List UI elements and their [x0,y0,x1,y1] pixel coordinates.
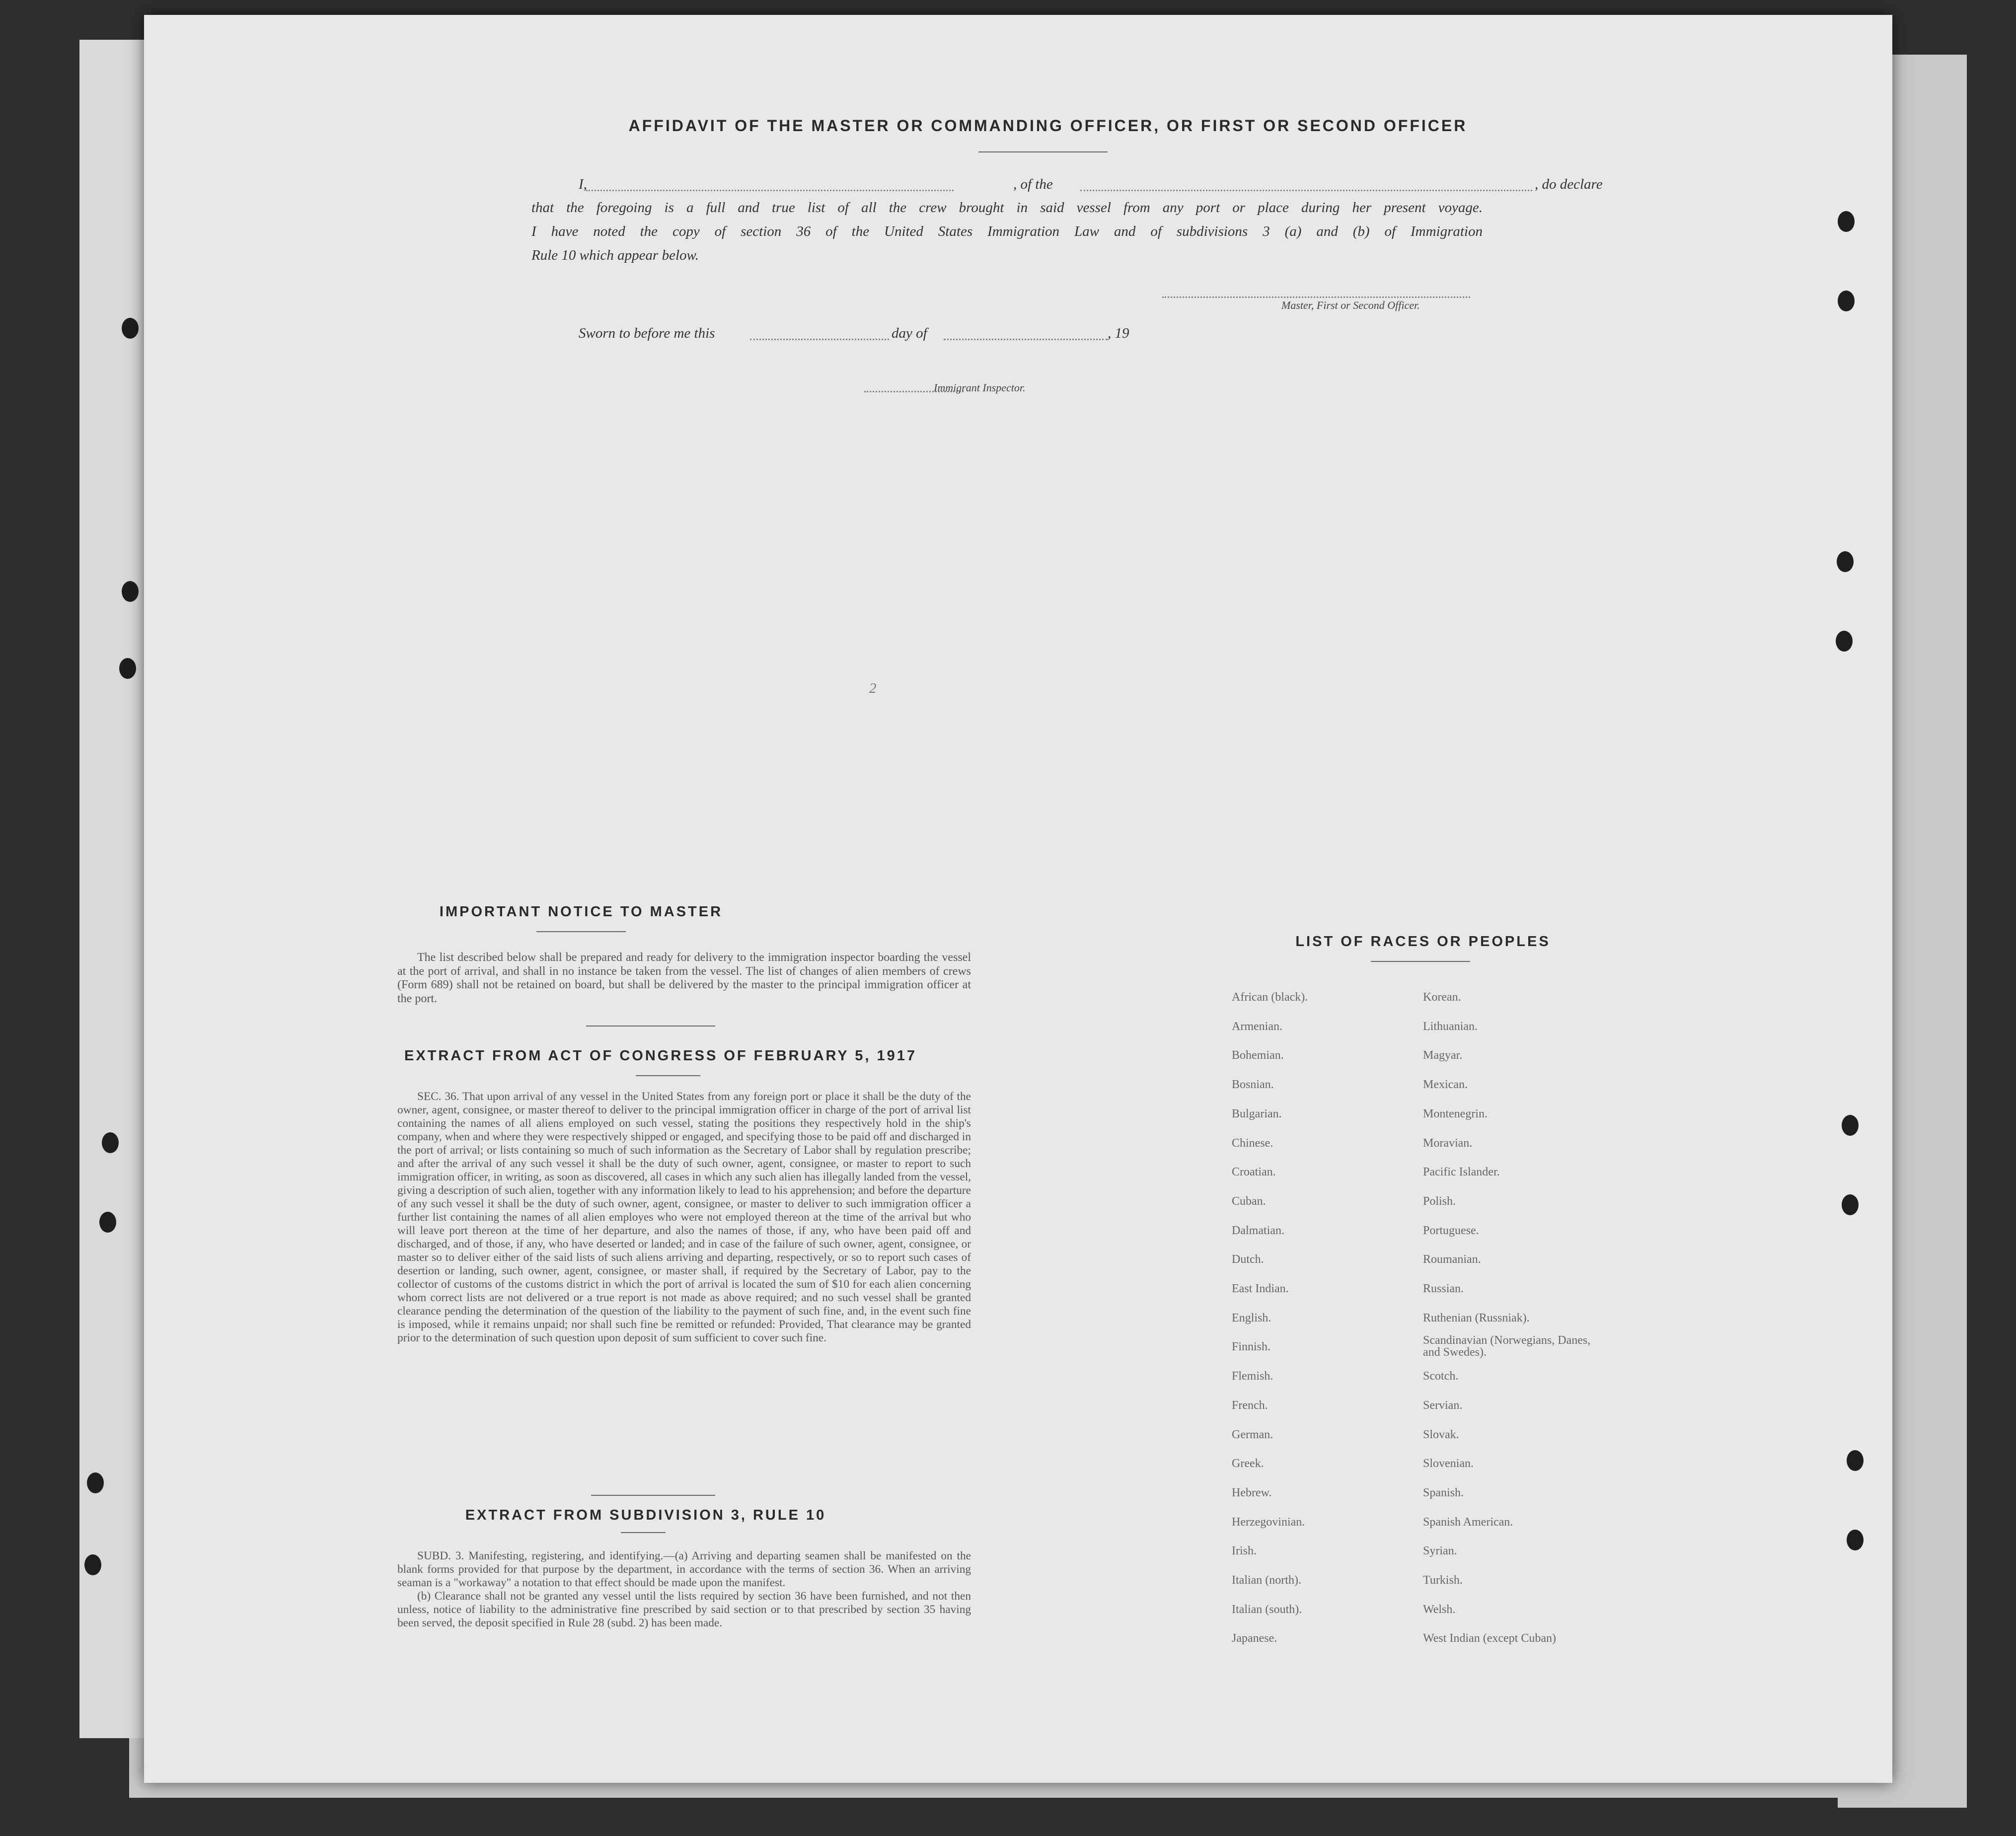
name-blank [586,189,954,191]
affidavit-line2: that the foregoing is a full and true list of all the crew brought in said vessel from any port or place during her present voyage. [531,200,1483,216]
race-item: Greek. [1232,1457,1264,1470]
race-item: Japanese. [1232,1632,1277,1645]
day-blank [750,338,889,340]
punch-hole [1842,1194,1859,1215]
month-blank [944,338,1108,340]
document-page [144,15,1892,1783]
race-item: Scandinavian (Norwegians, Danes, and Swedes). [1423,1334,1591,1359]
race-item: German. [1232,1428,1273,1441]
day-of-label: day of [892,325,927,341]
punch-hole [1838,211,1855,232]
punch-hole [122,318,139,339]
races-left-column [1232,991,1420,1686]
race-item: Scotch. [1423,1370,1459,1383]
affidavit-i: I, [579,176,587,192]
punch-hole [119,658,136,679]
race-item: Servian. [1423,1398,1463,1412]
notice-rule [536,931,626,932]
punch-hole [1847,1450,1864,1471]
race-item: Herzegovinian. [1232,1515,1305,1529]
punch-hole [99,1212,116,1233]
race-item: Pacific Islander. [1423,1166,1500,1179]
race-item: Hebrew. [1232,1486,1272,1499]
race-item: Bosnian. [1232,1078,1274,1092]
punch-hole [87,1472,104,1493]
rule-para-b: (b) Clearance shall not be granted any vessel until the lists required by section 36 have been furnished, and not then unless, notice of liability to the administrative fine prescribed by said section or to that prescribed by section 35 having been served, the deposit specified in Rule 28 (subd. 2) has been made. [397,1590,971,1629]
punch-hole [1838,291,1855,311]
race-item: Mexican. [1423,1078,1468,1092]
race-item: Italian (north). [1232,1574,1301,1587]
race-item: French. [1232,1398,1268,1412]
punch-hole [1837,551,1854,572]
rule-rule [621,1532,666,1533]
punch-hole [102,1132,119,1153]
punch-hole [1847,1530,1864,1550]
race-item: Russian. [1423,1282,1464,1295]
title-rule [978,151,1108,152]
races-rule [1371,961,1470,962]
race-item: Bohemian. [1232,1049,1284,1062]
affidavit-title: AFFIDAVIT OF THE MASTER OR COMMANDING OFFICER, OR FIRST OR SECOND OFFICER [628,117,1468,135]
race-item: Lithuanian. [1423,1020,1478,1033]
affidavit-of-the: , of the [1013,176,1053,192]
race-item: Spanish. [1423,1486,1464,1499]
punch-hole [1842,1115,1859,1136]
race-item: Roumanian. [1423,1253,1481,1266]
race-item: Croatian. [1232,1166,1276,1179]
race-item: Italian (south). [1232,1603,1302,1616]
act-text: SEC. 36. That upon arrival of any vessel in the United States from any foreign port or place it shall be the duty of the owner, agent, consignee, or master thereof to deliver to the principal immigration officer in charge of the port of arrival list containing the names of all aliens employed on such vessel, stating the positions they respectively hold in the ship's company, when and where they were respectively shipped or engaged, and specifying those to be paid off and discharged in the port of arrival; or lists containing so much of such information as the Secretary of Labor shall by regulation prescribe; and after the arrival of any such vessel it shall be the duty of such owner, agent, consignee, or master to report to such immigration officer, in writing, as soon as discovered, all cases in which any such alien has illegally landed from the vessel, giving a description of such alien, together with any information likely to lead to his apprehension; and before the departure of any such vessel it shall be the duty of such owner, agent, consignee, or master to deliver to such immigration officer a further list containing the names of all alien employes who were not employed thereon at the time of the arrival but who will leave port thereon at the time of her departure, and also the names of those, if any, who have been paid off and discharged, and of those, if any, who have deserted or landed; and in case of the failure of such owner, agent, consignee, or master so to deliver either of the said lists of such aliens arriving and departing, respectively, or so to report such cases of desertion or landing, such owner, agent, consignee, or master shall, if required by the Secretary of Labor, pay to the collector of customs of the customs district in which the port of arrival is located the sum of $10 for each alien concerning whom correct lists are not delivered or a true report is not made as above required; and no such vessel shall be granted clearance pending the determination of the question of the liability to the payment of such fine, and, in the event such fine is imposed, while it remains unpaid; nor shall such fine be remitted or refunded: Provided, That clearance may be granted prior to the determination of such question upon deposit of sum sufficient to cover such fine. [397,1090,971,1344]
act-rule [636,1075,700,1076]
race-item: Finnish. [1232,1340,1271,1354]
rule-title: EXTRACT FROM SUBDIVISION 3, RULE 10 [465,1507,826,1523]
act-title: EXTRACT FROM ACT OF CONGRESS OF FEBRUARY 5, 1917 [404,1048,917,1064]
race-item: Moravian. [1423,1136,1473,1150]
race-item: African (black). [1232,991,1308,1004]
race-item: Cuban. [1232,1194,1266,1208]
race-item: Syrian. [1423,1544,1457,1558]
sworn-label: Sworn to before me this [579,325,715,341]
race-item: Korean. [1423,991,1461,1004]
notice-end-rule [586,1026,715,1027]
race-item: English. [1232,1311,1271,1324]
race-item: Bulgarian. [1232,1107,1282,1120]
race-item: Flemish. [1232,1370,1273,1383]
affidavit-line3: I have noted the copy of section 36 of the United States Immigration Law and of subdivisions 3 (a) and (b) of Immigration [531,223,1483,239]
rule-para-a: SUBD. 3. Manifesting, registering, and identifying.—(a) Arriving and departing seamen shall be manifested on the blank forms provided for that purpose by the department, in accordance with the terms of section 36. When an arriving seaman is a "workaway" a notation to that effect should be made upon the manifest. [397,1549,971,1589]
punch-hole [122,581,139,602]
notice-title: IMPORTANT NOTICE TO MASTER [439,904,723,920]
race-item: Turkish. [1423,1574,1463,1587]
race-item: Dalmatian. [1232,1224,1284,1237]
races-title: LIST OF RACES OR PEOPLES [1295,934,1551,950]
race-item: Magyar. [1423,1049,1463,1062]
race-item: Ruthenian (Russniak). [1423,1311,1530,1324]
rule-text [397,1549,971,1630]
race-item: Portuguese. [1423,1224,1479,1237]
master-sig-blank [1162,295,1470,298]
notice-text: The list described below shall be prepared and ready for delivery to the immigration inspector boarding the vessel at the port of arrival, and shall in no instance be taken from the vessel. The list of changes of alien members of crews (Form 689) shall not be retained on board, but shall be delivered by the master to the principal immigration officer at the port. [397,951,971,1005]
race-item: Welsh. [1423,1603,1456,1616]
vessel-blank [1080,189,1532,191]
race-item: Armenian. [1232,1020,1282,1033]
race-item: East Indian. [1232,1282,1289,1295]
race-item: Chinese. [1232,1136,1273,1150]
affidavit-declare: , do declare [1535,176,1603,192]
inspector-label: Immigrant Inspector. [934,381,1026,394]
affidavit-line4: Rule 10 which appear below. [531,247,699,263]
act-end-rule [591,1495,715,1496]
punch-hole [1836,631,1853,652]
race-item: Montenegrin. [1423,1107,1488,1120]
race-item: Polish. [1423,1194,1456,1208]
race-item: Slovak. [1423,1428,1459,1441]
race-item: Irish. [1232,1544,1257,1558]
race-item: West Indian (except Cuban) [1423,1632,1556,1645]
race-item: Slovenian. [1423,1457,1474,1470]
faint-mark: 2 [869,680,877,696]
master-signature-label: Master, First or Second Officer. [1281,299,1420,311]
year-label: , 19 [1108,325,1129,341]
punch-hole [84,1554,101,1575]
race-item: Dutch. [1232,1253,1264,1266]
race-item: Spanish American. [1423,1515,1513,1529]
races-right-column [1423,991,1622,1686]
